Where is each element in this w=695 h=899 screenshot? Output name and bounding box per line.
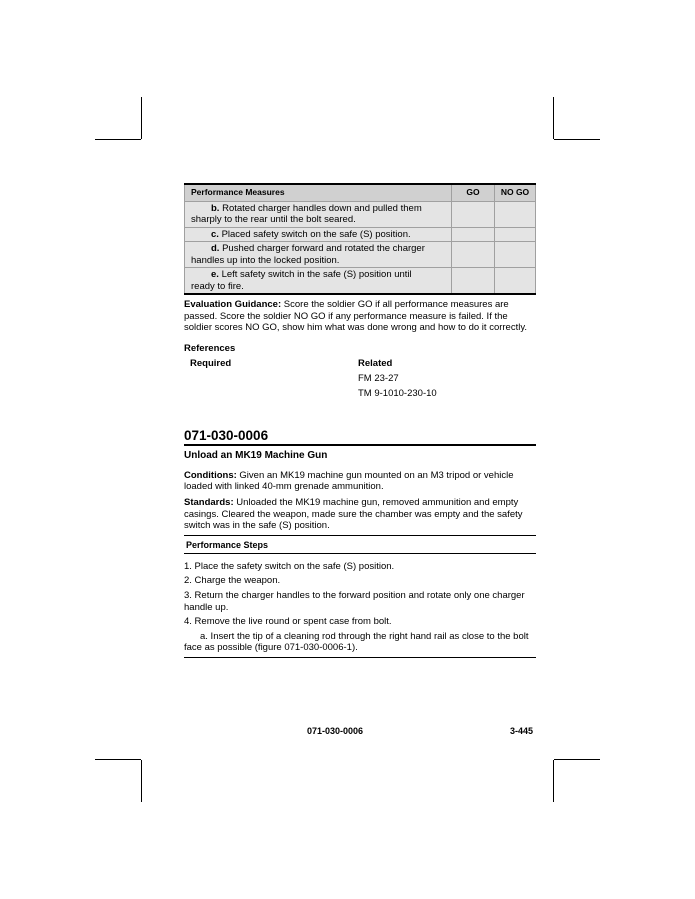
table-row — [185, 201, 536, 227]
evaluation-guidance — [184, 299, 536, 334]
task-title: Unload an MK19 Machine Gun — [184, 449, 328, 461]
measure-text: Placed safety switch on the safe (S) position. — [218, 228, 411, 240]
crop-mark — [141, 760, 142, 802]
measure-text-cont: handles up into the locked position. — [191, 254, 340, 266]
crop-mark — [95, 759, 141, 760]
page-content — [184, 183, 536, 658]
references-heading: References — [184, 342, 236, 354]
crop-mark — [141, 97, 142, 139]
conditions-text: Given an MK19 machine gun mounted on an M3 tripod or vehicle loaded with linked 40-mm grenade ammunition. — [184, 469, 514, 493]
go-cell — [452, 242, 495, 268]
evaluation-label: Evaluation Guidance: — [184, 299, 282, 310]
references-related-label: Related — [358, 357, 393, 369]
table-row — [185, 242, 536, 268]
crop-mark — [553, 760, 554, 802]
nogo-cell — [495, 201, 536, 227]
list-item: 1. Place the safety switch on the safe (S) position. — [184, 560, 395, 572]
table-row — [185, 227, 536, 242]
crop-mark — [554, 139, 600, 140]
list-item: 2. Charge the weapon. — [184, 575, 281, 587]
measure-cell — [185, 201, 452, 227]
list-item: 4. Remove the live round or spent case from bolt. — [184, 616, 392, 628]
measure-label: e. — [211, 269, 219, 280]
table-row — [185, 268, 536, 295]
list-item: 3. Return the charger handles to the forward position and rotate only one charger handle up. — [184, 589, 525, 613]
header-go: GO — [452, 184, 495, 201]
measure-text-cont: sharply to the rear until the bolt seared. — [191, 214, 356, 225]
measure-label: d. — [211, 243, 220, 254]
measure-label: c. — [211, 228, 219, 240]
crop-mark — [554, 759, 600, 760]
measure-text: Left safety switch in the safe (S) position until — [218, 269, 412, 280]
conditions — [184, 470, 536, 493]
reference-item: FM 23-27 — [358, 372, 399, 384]
go-cell — [452, 268, 495, 295]
nogo-cell — [495, 268, 536, 295]
nogo-cell — [495, 242, 536, 268]
divider — [184, 657, 536, 658]
standards — [184, 497, 536, 532]
measure-text: Pushed charger forward and rotated the charger — [219, 243, 425, 254]
crop-mark — [553, 97, 554, 139]
measure-text: Rotated charger handles down and pulled them — [219, 202, 422, 214]
task-number: 071-030-0006 — [184, 427, 269, 443]
crop-mark — [95, 139, 141, 140]
standards-label: Standards: — [184, 496, 234, 508]
footer-task-code: 071-030-0006 — [307, 726, 364, 736]
footer-page-number: 3-445 — [510, 726, 534, 736]
reference-item: TM 9-1010-230-10 — [358, 387, 437, 399]
sub-step: a. Insert the tip of a cleaning rod through the right hand rail as close to the bolt face as possible (figure 071-030-0006-1). — [184, 630, 529, 654]
measure-text-cont: ready to fire. — [191, 280, 244, 292]
measure-cell — [185, 242, 452, 268]
measure-cell — [185, 227, 452, 242]
evaluation-text: Score the soldier GO if all performance measures are passed. Score the soldier NO GO if any performance measure is failed. If the soldier scores NO GO, show him what was done wrong and how to do it correctly. — [184, 299, 528, 334]
measure-cell — [185, 268, 452, 295]
references-related — [358, 356, 437, 401]
references-required-label: Required — [190, 357, 232, 369]
nogo-cell — [495, 227, 536, 242]
performance-measures-table — [184, 183, 536, 295]
go-cell — [452, 227, 495, 242]
go-cell — [452, 201, 495, 227]
header-nogo: NO GO — [495, 184, 536, 201]
performance-steps-heading: Performance Steps — [184, 535, 536, 554]
header-performance-measures: Performance Measures — [185, 184, 452, 201]
conditions-label: Conditions: — [184, 469, 237, 481]
references-section — [184, 356, 536, 402]
measure-label: b. — [211, 202, 220, 214]
divider — [184, 444, 536, 446]
table-header-row — [185, 184, 536, 201]
performance-steps — [184, 561, 536, 654]
standards-text: Unloaded the MK19 machine gun, removed ammunition and empty casings. Cleared the weapon, made sure the chamber was empty and the safety switch was in the safe (S) position. — [184, 496, 523, 532]
